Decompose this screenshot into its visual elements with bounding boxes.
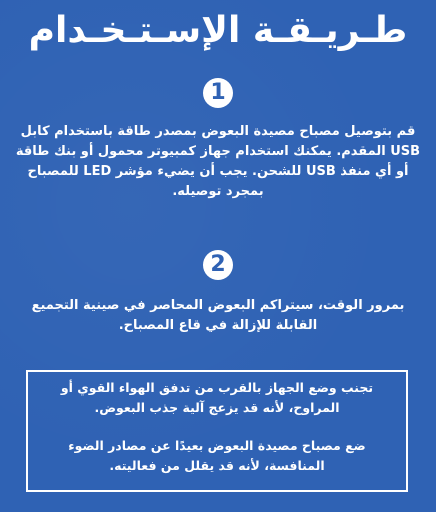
tip-1-text: تجنب وضع الجهاز بالقرب من تدفق الهواء القوي أو المراوح، لأنه قد يزعج آلية جذب البعوض. — [60, 380, 374, 415]
tip-2-text: ضع مصباح مصيدة البعوض بعيدًا عن مصادر الضوء المنافسة، لأنه قد يقلل من فعاليته. — [68, 438, 366, 473]
page-title: طـريـقـة الإسـتـخـدام — [28, 10, 408, 51]
step-1-text: قم بتوصيل مصباح مصيدة البعوض بمصدر طاقة باستخدام كابل USB المقدم. يمكنك استخدام جهاز كمبيوتر محمول أو بنك طاقة أو أي منفذ USB للشحن. يجب أن يضيء مؤشر LED للمصباح بمجرد توصيله. — [15, 124, 421, 199]
tips-box — [26, 370, 408, 492]
step-2-text: بمرور الوقت، سيتراكم البعوض المحاصر في صينية التجميع القابلة للإزالة في قاع المصباح. — [31, 298, 405, 333]
step-2-number-badge: 2 — [203, 250, 233, 280]
step-1-number-badge: 1 — [203, 78, 233, 108]
